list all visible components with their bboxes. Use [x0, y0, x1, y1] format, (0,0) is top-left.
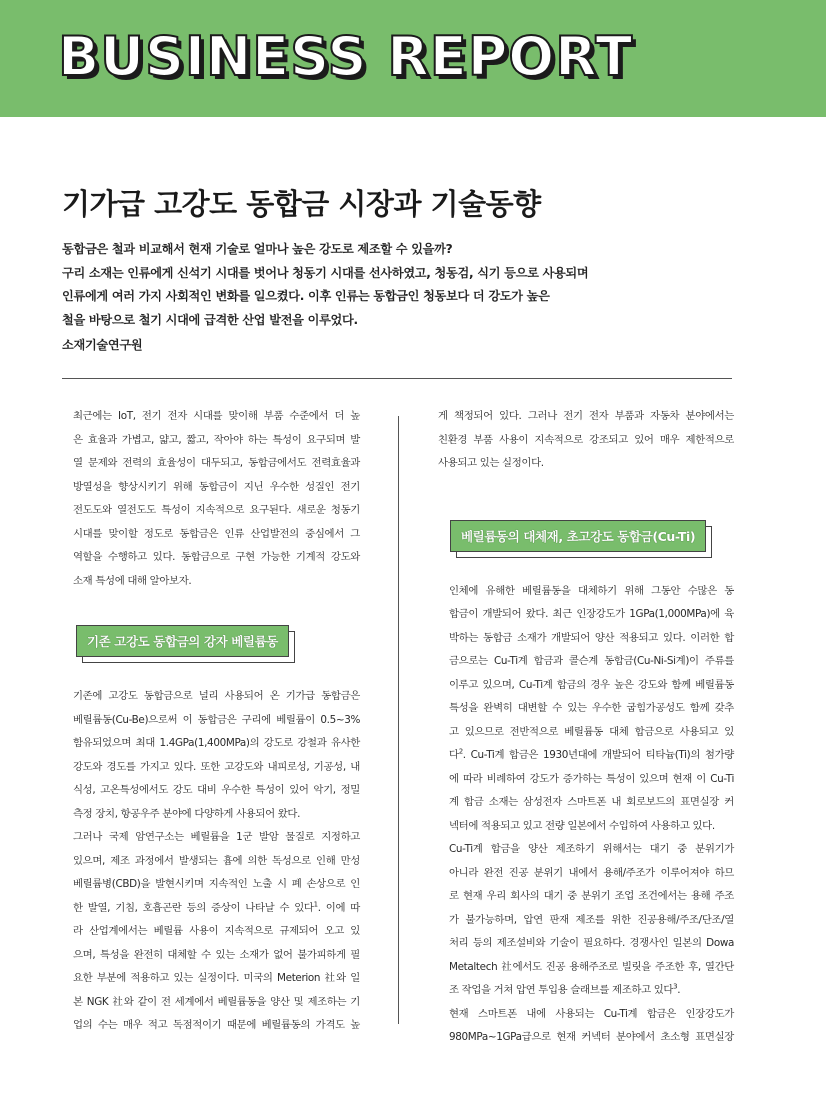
- intro-paragraph: [62, 405, 360, 593]
- text-line: 넥터에 적용되고 있고 전량 일본에서 수입하여 사용하고 있다.: [449, 819, 715, 832]
- body-paragraph: [438, 580, 734, 839]
- text-line: 업의 수는 매우 적고 독점적이기 때문에 베릴륨동의 가격도 높: [73, 1019, 360, 1031]
- text-line-with-reference: [438, 744, 734, 768]
- lead-line: 동합금은 철과 비교해서 현재 기술로 얼마나 높은 강도로 제조할 수 있을까?: [62, 242, 453, 256]
- text-line: 전도도와 열전도도 특성이 지속적으로 요구된다. 새로운 청동기: [73, 504, 360, 516]
- text-line: 방열성을 향상시키기 위해 동합금이 지닌 우수한 성질인 전기: [73, 480, 360, 493]
- text-line: 요한 부분에 적용하고 있는 실정이다. 미국의 Meterion 社와 일: [73, 972, 360, 984]
- text-line: 있으며, 제조 과정에서 발생되는 흄에 의한 독성으로 인해 만성: [73, 854, 360, 867]
- reference-marker: 1: [313, 900, 318, 909]
- article-lead: [62, 238, 742, 358]
- text-line: 사용되고 있는 실정이다.: [438, 457, 544, 469]
- text-line: 식성, 고온특성에서도 강도 대비 우수한 특성이 있어 악기, 정밀: [73, 784, 360, 796]
- text-line: 아니라 완전 진공 분위기 내에서 용해/주조가 이루어져야 하므: [449, 866, 734, 879]
- horizontal-divider: [62, 378, 732, 379]
- text-line: 에 따라 비례하여 강도가 증가하는 특성이 있으며 현재 이 Cu-Ti: [449, 772, 734, 785]
- text-line: 고 있으므로 전반적으로 베릴륨동 대체 합금으로 사용되고 있: [449, 725, 734, 738]
- text-line: 은 효율과 가볍고, 얇고, 짧고, 작아야 하는 특성이 요구되며 발: [73, 433, 360, 446]
- text-line: 처리 등의 제조설비와 기술이 필요하다. 경쟁사인 일본의 Dowa: [449, 937, 734, 949]
- section-heading-cu-ti: [450, 520, 706, 552]
- column-divider: [398, 416, 399, 1024]
- continued-paragraph: [438, 405, 734, 476]
- body-paragraph: [62, 826, 360, 1038]
- text-line: 박하는 동합금 소재가 개발되어 양산 적용되고 있다. 이러한 합: [449, 631, 734, 644]
- reference-marker: 2: [458, 747, 463, 756]
- text-line: 로 현재 우리 회사의 대기 중 분위기 조업 조건에서는 용해 주조: [449, 890, 734, 902]
- article-headline: 기가급 고강도 동합금 시장과 기술동향: [62, 187, 541, 221]
- section-heading-beryllium: [76, 625, 289, 657]
- body-paragraph: [438, 838, 734, 1003]
- text-line: 게 책정되어 있다. 그러나 전기 전자 부품과 자동차 분야에서는: [438, 410, 734, 422]
- author-organization: 소재기술연구원: [62, 338, 143, 352]
- text-line: 소재 특성에 대해 알아보자.: [73, 574, 192, 587]
- text-line: 열 문제와 전력의 효율성이 대두되고, 동합금에서도 전력효율과: [73, 457, 360, 469]
- text-line: 특성을 완벽히 대변할 수 있는 우수한 굽힘가공성도 함께 갖추: [449, 702, 734, 714]
- text-fragment: 조 작업을 거쳐 압연 투입용 슬래브를 제조하고 있다: [449, 984, 674, 996]
- text-line-with-reference: [438, 979, 734, 1003]
- right-column: [438, 405, 734, 1050]
- text-line: 현재 스마트폰 내에 사용되는 Cu-Ti계 합금은 인장강도가: [449, 1007, 734, 1020]
- text-line: 베릴륨동(Cu-Be)으로써 이 동합금은 구리에 베릴륨이 0.5~3%: [73, 713, 360, 726]
- text-line: 인체에 유해한 베릴륨동을 대체하기 위해 그동안 수많은 동: [449, 584, 734, 597]
- text-line: 함유되었으며 최대 1.4GPa(1,400MPa)의 강도로 강철과 유사한: [73, 737, 360, 749]
- lead-line: 인류에게 여러 가지 사회적인 변화를 일으켰다. 이후 인류는 동합금인 청동보다 더 강도가 높은: [62, 289, 550, 303]
- text-line: 계 합금 소재는 삼성전자 스마트폰 내 회로보드의 표면실장 커: [449, 796, 734, 808]
- text-line: 가 불가능하며, 압연 판재 제조를 위한 진공용해/주조/단조/열: [449, 913, 734, 926]
- text-line: Metaltech 社에서도 진공 용해주조로 빌릿을 주조한 후, 열간단: [449, 960, 734, 973]
- text-line: 그러나 국제 암연구소는 베릴륨을 1군 발암 물질로 지정하고: [73, 831, 360, 843]
- text-line: 기존에 고강도 동합금으로 널리 사용되어 온 기가급 동합금은: [73, 690, 360, 702]
- text-fragment: . Cu-Ti계 합금은 1930년대에 개발되어 티타늄(Ti)의 첨가량: [462, 749, 734, 761]
- lead-line: 구리 소재는 인류에게 신석기 시대를 벗어나 청동기 시대를 선사하였고, 청동검, 식기 등으로 사용되며: [62, 265, 589, 280]
- text-line: 금으로는 Cu-Ti계 합금과 콜슨계 동합금(Cu-Ni-Si계)이 주류를: [449, 655, 734, 667]
- banner-title: BUSINESS REPORT: [58, 25, 634, 88]
- text-line: 친환경 부품 사용이 지속적으로 강조되고 있어 매우 제한적으로: [438, 433, 734, 446]
- reference-marker: 3: [673, 982, 678, 991]
- text-line: 합금이 개발되어 왔다. 최근 인장강도가 1GPa(1,000MPa)에 육: [449, 608, 734, 620]
- section-heading-label: 기존 고강도 동합금의 강자 베릴륨동: [76, 625, 289, 657]
- text-line: 역할을 수행하고 있다. 동합금으로 구현 가능한 기계적 강도와: [73, 551, 360, 563]
- text-line: 최근에는 IoT, 전기 전자 시대를 맞이해 부품 수준에서 더 높: [73, 410, 360, 422]
- body-paragraph: [438, 1003, 734, 1050]
- header-banner: [0, 0, 826, 117]
- text-line: 본 NGK 社와 같이 전 세계에서 베릴륨동을 양산 및 제조하는 기: [73, 995, 360, 1008]
- text-line: 980MPa~1GPa급으로 현재 커넥터 분야에서 초소형 표면실장: [449, 1031, 734, 1043]
- text-line: 라 산업계에서는 베릴륨 사용이 지속적으로 규제되어 오고 있: [73, 925, 360, 937]
- text-line: 측정 장치, 항공우주 분야에 다양하게 사용되어 왔다.: [73, 807, 301, 820]
- text-line: 강도와 경도를 가지고 있다. 또한 고강도와 내피로성, 기공성, 내: [73, 760, 360, 773]
- text-fragment: .: [677, 984, 681, 996]
- text-line: Cu-Ti계 합금을 양산 제조하기 위해서는 대기 중 분위기가: [449, 843, 734, 855]
- body-paragraph: [62, 685, 360, 826]
- text-line-with-reference: [62, 897, 360, 921]
- text-line: 으며, 특성을 완전히 대체할 수 있는 소재가 없어 불가피하게 필: [73, 948, 360, 961]
- text-fragment: 다: [449, 749, 459, 761]
- text-line: 시대를 맞이할 정도로 동합금은 인류 산업발전의 중심에서 그: [73, 527, 360, 540]
- text-line: 이루고 있으며, Cu-Ti계 합금의 경우 높은 강도와 함께 베릴륨동: [449, 678, 734, 691]
- text-fragment: 한 발열, 기침, 호흡곤란 등의 증상이 나타날 수 있다: [73, 901, 314, 914]
- section-heading-label: 베릴륨동의 대체재, 초고강도 동합금(Cu-Ti): [450, 520, 706, 552]
- text-line: 베릴륨병(CBD)을 발현시키며 지속적인 노출 시 폐 손상으로 인: [73, 878, 360, 890]
- text-fragment: . 이에 따: [317, 901, 360, 914]
- left-column: [62, 405, 360, 1038]
- lead-line: 철을 바탕으로 철기 시대에 급격한 산업 발전을 이루었다.: [62, 312, 358, 327]
